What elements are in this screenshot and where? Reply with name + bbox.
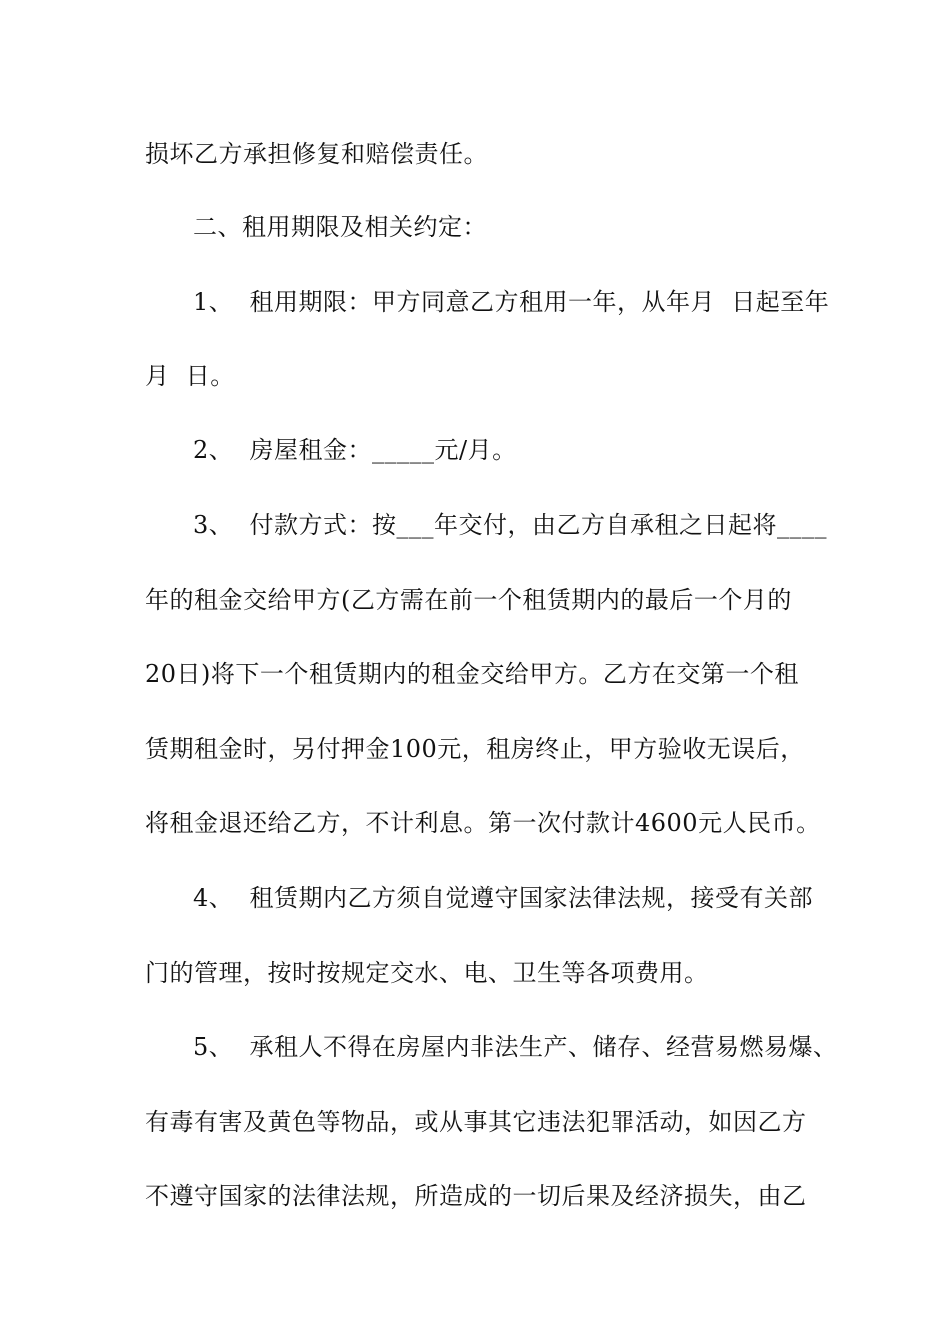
text-line-8: 20日)将下一个租赁期内的租金交给甲方。乙方在交第一个租 [145,660,799,688]
text-line-12: 门的管理，按时按规定交水、电、卫生等各项费用。 [145,959,709,987]
text-line-6: 3、 付款方式：按___年交付，由乙方自承租之日起将____ [193,511,828,539]
text-line-5: 2、 房屋租金：_____元/月。 [193,436,517,464]
text-line-15: 不遵守国家的法律法规，所造成的一切后果及经济损失，由乙 [145,1182,807,1210]
text-line-11: 4、 租赁期内乙方须自觉遵守国家法律法规，接受有关部 [193,884,814,912]
section-heading: 二、租用期限及相关约定： [193,213,487,241]
text-line-14: 有毒有害及黄色等物品，或从事其它违法犯罪活动，如因乙方 [145,1108,807,1136]
text-line-10: 将租金退还给乙方，不计利息。第一次付款计4600元人民币。 [145,809,821,837]
text-line-13: 5、 承租人不得在房屋内非法生产、储存、经营易燃易爆、 [193,1033,838,1061]
text-line-1: 损坏乙方承担修复和赔偿责任。 [145,140,488,168]
text-line-9: 赁期租金时，另付押金100元，租房终止，甲方验收无误后， [145,735,805,763]
text-line-3: 1、 租用期限：甲方同意乙方租用一年，从年月 日起至年 [193,288,830,316]
text-line-7: 年的租金交给甲方(乙方需在前一个租赁期内的最后一个月的 [145,586,792,614]
text-line-4: 月 日。 [145,362,235,390]
